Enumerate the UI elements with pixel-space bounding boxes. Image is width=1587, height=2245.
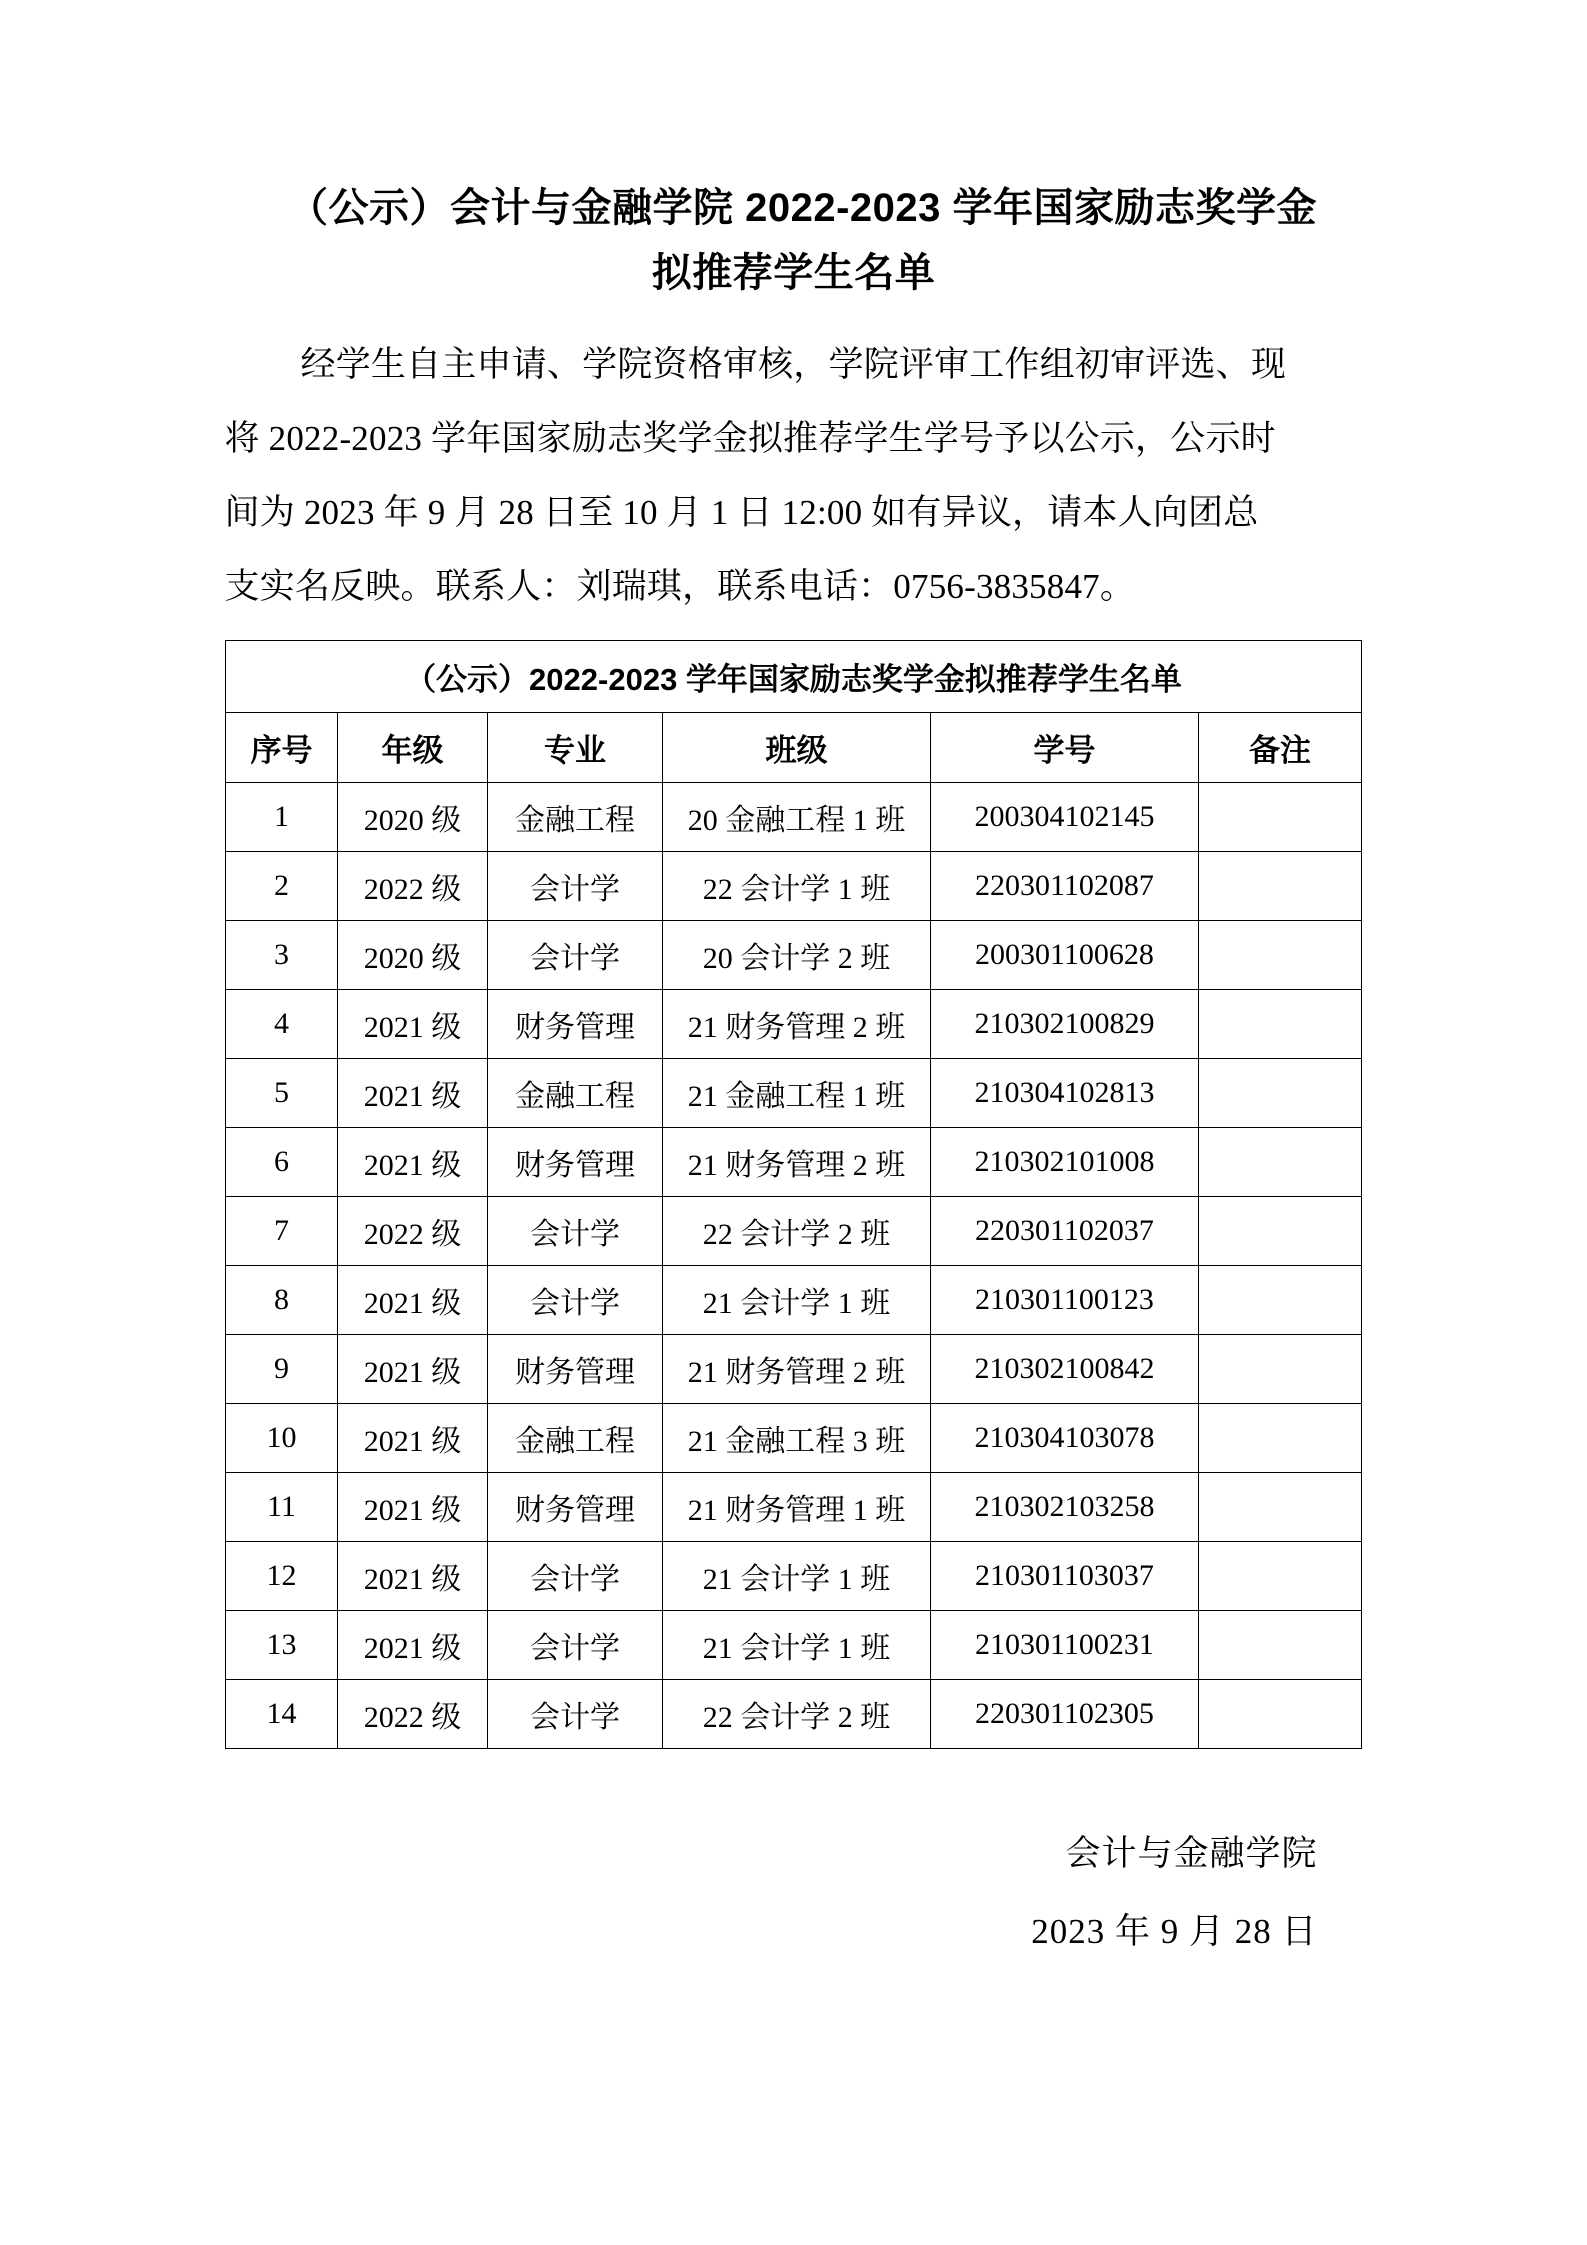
cell-student-id: 210302100842 — [930, 1334, 1198, 1403]
cell-index: 8 — [225, 1265, 337, 1334]
cell-student-id: 210304102813 — [930, 1058, 1198, 1127]
cell-remark — [1198, 1679, 1361, 1748]
cell-remark — [1198, 1127, 1361, 1196]
table-row — [225, 1679, 1361, 1748]
title-line-2: 拟推荐学生名单 — [651, 250, 936, 295]
cell-class: 21 财务管理 2 班 — [662, 1334, 930, 1403]
cell-student-id: 210301100231 — [930, 1610, 1198, 1679]
table-row — [225, 1334, 1361, 1403]
table-row — [225, 1541, 1361, 1610]
table-row — [225, 1610, 1361, 1679]
cell-student-id: 220301102305 — [930, 1679, 1198, 1748]
cell-major: 金融工程 — [487, 782, 662, 851]
cell-index: 14 — [225, 1679, 337, 1748]
column-header-index: 序号 — [225, 712, 337, 782]
cell-major: 会计学 — [487, 851, 662, 920]
cell-major: 会计学 — [487, 1265, 662, 1334]
cell-index: 7 — [225, 1196, 337, 1265]
cell-grade: 2021 级 — [337, 1127, 487, 1196]
column-header-student-id: 学号 — [930, 712, 1198, 782]
cell-class: 21 会计学 1 班 — [662, 1541, 930, 1610]
table-row — [225, 1403, 1361, 1472]
cell-grade: 2020 级 — [337, 920, 487, 989]
table-row — [225, 782, 1361, 851]
column-header-remark: 备注 — [1198, 712, 1361, 782]
cell-major: 金融工程 — [487, 1403, 662, 1472]
signature-department: 会计与金融学院 — [1065, 1833, 1318, 1873]
cell-class: 21 会计学 1 班 — [662, 1610, 930, 1679]
body-line-1: 经学生自主申请、学院资格审核，学院评审工作组初审评选、现 — [300, 344, 1287, 384]
cell-remark — [1198, 1265, 1361, 1334]
cell-index: 3 — [225, 920, 337, 989]
cell-remark — [1198, 782, 1361, 851]
column-header-major: 专业 — [487, 712, 662, 782]
cell-remark — [1198, 1058, 1361, 1127]
cell-remark — [1198, 1334, 1361, 1403]
roster-body — [225, 640, 1361, 1748]
signature-date: 2023 年 9 月 28 日 — [1031, 1911, 1318, 1951]
cell-major: 会计学 — [487, 1196, 662, 1265]
signature-block — [226, 1815, 1362, 1971]
table-row — [225, 1265, 1361, 1334]
cell-class: 21 财务管理 2 班 — [662, 989, 930, 1058]
cell-index: 5 — [225, 1058, 337, 1127]
cell-grade: 2022 级 — [337, 1679, 487, 1748]
cell-remark — [1198, 989, 1361, 1058]
cell-index: 2 — [225, 851, 337, 920]
cell-remark — [1198, 1403, 1361, 1472]
column-header-grade: 年级 — [337, 712, 487, 782]
cell-class: 21 金融工程 3 班 — [662, 1403, 930, 1472]
cell-grade: 2022 级 — [337, 1196, 487, 1265]
cell-grade: 2021 级 — [337, 1610, 487, 1679]
table-header-row — [225, 712, 1361, 782]
cell-grade: 2021 级 — [337, 989, 487, 1058]
cell-grade: 2021 级 — [337, 1403, 487, 1472]
cell-index: 4 — [225, 989, 337, 1058]
table-caption-row — [225, 640, 1361, 712]
cell-student-id: 220301102087 — [930, 851, 1198, 920]
cell-grade: 2022 级 — [337, 851, 487, 920]
cell-remark — [1198, 920, 1361, 989]
cell-grade: 2021 级 — [337, 1058, 487, 1127]
cell-class: 22 会计学 1 班 — [662, 851, 930, 920]
cell-major: 财务管理 — [487, 1472, 662, 1541]
cell-student-id: 210302101008 — [930, 1127, 1198, 1196]
body-line-3: 间为 2023 年 9 月 28 日至 10 月 1 日 12:00 如有异议，请本人向团总 — [224, 492, 1259, 532]
cell-remark — [1198, 1196, 1361, 1265]
cell-major: 财务管理 — [487, 1334, 662, 1403]
table-row — [225, 1196, 1361, 1265]
table-row — [225, 851, 1361, 920]
cell-student-id: 220301102037 — [930, 1196, 1198, 1265]
cell-class: 20 会计学 2 班 — [662, 920, 930, 989]
table-row — [225, 1058, 1361, 1127]
cell-remark — [1198, 1472, 1361, 1541]
cell-grade: 2021 级 — [337, 1334, 487, 1403]
cell-major: 会计学 — [487, 1541, 662, 1610]
cell-student-id: 200304102145 — [930, 782, 1198, 851]
cell-grade: 2021 级 — [337, 1472, 487, 1541]
body-line-4: 支实名反映。联系人：刘瑞琪，联系电话：0756-3835847。 — [224, 566, 1136, 606]
cell-grade: 2021 级 — [337, 1265, 487, 1334]
document-title — [189, 0, 1399, 306]
cell-student-id: 210302103258 — [930, 1472, 1198, 1541]
body-paragraph — [225, 328, 1363, 624]
student-roster-table — [225, 640, 1362, 1749]
cell-index: 9 — [225, 1334, 337, 1403]
cell-class: 20 金融工程 1 班 — [662, 782, 930, 851]
cell-student-id: 210304103078 — [930, 1403, 1198, 1472]
table-caption: （公示）2022-2023 学年国家励志奖学金拟推荐学生名单 — [225, 640, 1361, 712]
cell-student-id: 200301100628 — [930, 920, 1198, 989]
table-row — [225, 989, 1361, 1058]
cell-grade: 2021 级 — [337, 1541, 487, 1610]
cell-index: 12 — [225, 1541, 337, 1610]
cell-class: 21 金融工程 1 班 — [662, 1058, 930, 1127]
cell-remark — [1198, 1541, 1361, 1610]
cell-class: 21 财务管理 1 班 — [662, 1472, 930, 1541]
cell-remark — [1198, 851, 1361, 920]
table-row — [225, 920, 1361, 989]
cell-grade: 2020 级 — [337, 782, 487, 851]
table-row — [225, 1472, 1361, 1541]
cell-major: 会计学 — [487, 1679, 662, 1748]
column-header-class: 班级 — [662, 712, 930, 782]
cell-student-id: 210301100123 — [930, 1265, 1198, 1334]
cell-major: 会计学 — [487, 920, 662, 989]
cell-remark — [1198, 1610, 1361, 1679]
table-row — [225, 1127, 1361, 1196]
cell-index: 10 — [225, 1403, 337, 1472]
cell-major: 会计学 — [487, 1610, 662, 1679]
cell-student-id: 210301103037 — [930, 1541, 1198, 1610]
cell-class: 21 会计学 1 班 — [662, 1265, 930, 1334]
cell-index: 6 — [225, 1127, 337, 1196]
cell-major: 财务管理 — [487, 1127, 662, 1196]
cell-index: 13 — [225, 1610, 337, 1679]
cell-class: 22 会计学 2 班 — [662, 1679, 930, 1748]
cell-index: 1 — [225, 782, 337, 851]
cell-class: 22 会计学 2 班 — [662, 1196, 930, 1265]
cell-major: 财务管理 — [487, 989, 662, 1058]
cell-major: 金融工程 — [487, 1058, 662, 1127]
body-line-2: 将 2022-2023 学年国家励志奖学金拟推荐学生学号予以公示，公示时 — [224, 418, 1276, 458]
cell-student-id: 210302100829 — [930, 989, 1198, 1058]
cell-index: 11 — [225, 1472, 337, 1541]
title-line-1: （公示）会计与金融学院 2022-2023 学年国家励志奖学金 — [287, 186, 1317, 230]
cell-class: 21 财务管理 2 班 — [662, 1127, 930, 1196]
